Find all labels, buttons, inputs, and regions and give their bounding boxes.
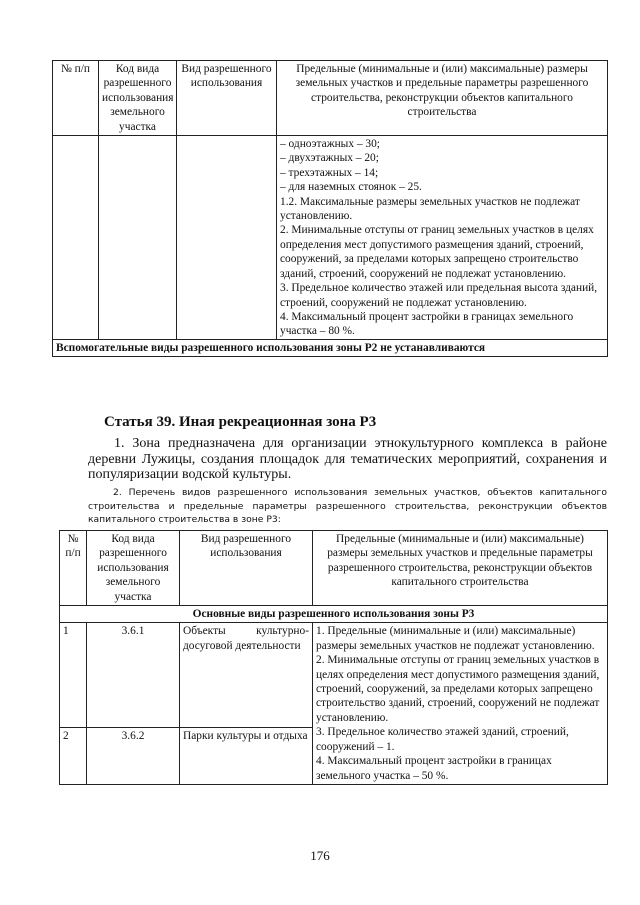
header-kind: Вид разрешенного использования bbox=[177, 61, 277, 136]
table-footer-row bbox=[53, 339, 608, 356]
cell-num: 2 bbox=[60, 727, 87, 784]
table-zone-r3 bbox=[59, 530, 608, 785]
cell-num bbox=[53, 136, 99, 340]
paragraph-list-intro: 2. Перечень видов разрешенного использования земельных участков, объектов капитального строительства и предельные параметры разрешенного строительства, реконструкции объектов капитального строительства в зоне Р3: bbox=[88, 487, 607, 526]
section-title-row bbox=[60, 606, 608, 623]
param-line: 4. Максимальный процент застройки в границах земельного участка – 80 %. bbox=[280, 310, 574, 338]
table-zone-r2-continuation bbox=[52, 60, 608, 357]
header-params: Предельные (минимальные и (или) максимальные) размеры земельных участков и предельные параметры разрешенного строительства, реконструкции объектов капитального строительства bbox=[277, 61, 608, 136]
param-line: – двухэтажных – 20; bbox=[280, 152, 379, 165]
cell-kind: Объекты культурно-досуговой деятельности bbox=[180, 623, 313, 727]
table-header-row bbox=[60, 531, 608, 606]
page-number: 176 bbox=[310, 848, 330, 863]
table-row bbox=[60, 623, 608, 727]
header-params: Предельные (минимальные и (или) максимальные) размеры земельных участков и предельные параметры разрешенного строительства, реконструкции объектов капитального строительства bbox=[313, 531, 608, 606]
cell-params bbox=[277, 136, 608, 340]
cell-code bbox=[99, 136, 177, 340]
cell-kind bbox=[177, 136, 277, 340]
param-line: 2. Минимальные отступы от границ земельных участков в целях определения мест допустимого размещения зданий, строений, сооружений, за пределами которых запрещено строительство зданий, строений, сооружений не подлежат установлению. bbox=[280, 224, 594, 280]
param-line: 1.2. Максимальные размеры земельных участков не подлежат установлению. bbox=[280, 195, 580, 223]
table-row bbox=[53, 136, 608, 340]
article-title: Статья 39. Иная рекреационная зона Р3 bbox=[104, 414, 377, 430]
auxiliary-uses-note: Вспомогательные виды разрешенного использования зоны Р2 не устанавливаются bbox=[53, 339, 608, 356]
cell-code: 3.6.1 bbox=[87, 623, 180, 727]
header-code: Код вида разрешенного использования земельного участка bbox=[99, 61, 177, 136]
param-line: – для наземных стоянок – 25. bbox=[280, 181, 422, 194]
param-line: 4. Максимальный процент застройки в границах земельного участка – 50 %. bbox=[316, 755, 552, 782]
param-line: – одноэтажных – 30; bbox=[280, 138, 380, 151]
header-kind: Вид разрешенного использования bbox=[180, 531, 313, 606]
paragraph-purpose: 1. Зона предназначена для организации этнокультурного комплекса в районе деревни Лужицы, создания площадок для тематических мероприятий, сохранения и популяризации водской культуры. bbox=[88, 436, 607, 483]
param-line: – трехэтажных – 14; bbox=[280, 166, 379, 179]
param-line: 3. Предельное количество этажей зданий, строений, сооружений – 1. bbox=[316, 726, 569, 753]
header-num: № п/п bbox=[53, 61, 99, 136]
param-line: 3. Предельное количество этажей или предельная высота зданий, строений, сооружений не подлежат установлению. bbox=[280, 282, 598, 309]
param-line: 1. Предельные (минимальные и (или) максимальные) размеры земельных участков не подлежат установлению. bbox=[316, 625, 595, 652]
cell-kind: Парки культуры и отдыха bbox=[180, 727, 313, 784]
cell-num: 1 bbox=[60, 623, 87, 727]
section-title: Основные виды разрешенного использования зоны Р3 bbox=[60, 606, 608, 623]
header-code: Код вида разрешенного использования земельного участка bbox=[87, 531, 180, 606]
cell-code: 3.6.2 bbox=[87, 727, 180, 784]
header-num: № п/п bbox=[60, 531, 87, 606]
param-line: 2. Минимальные отступы от границ земельных участков в целях определения мест допустимого размещения зданий, строений, сооружений, за пределами которых запрещено строительство зданий, строений, сооружений не подлежат установлению. bbox=[316, 654, 600, 724]
table-header-row bbox=[53, 61, 608, 136]
cell-params bbox=[313, 623, 608, 784]
